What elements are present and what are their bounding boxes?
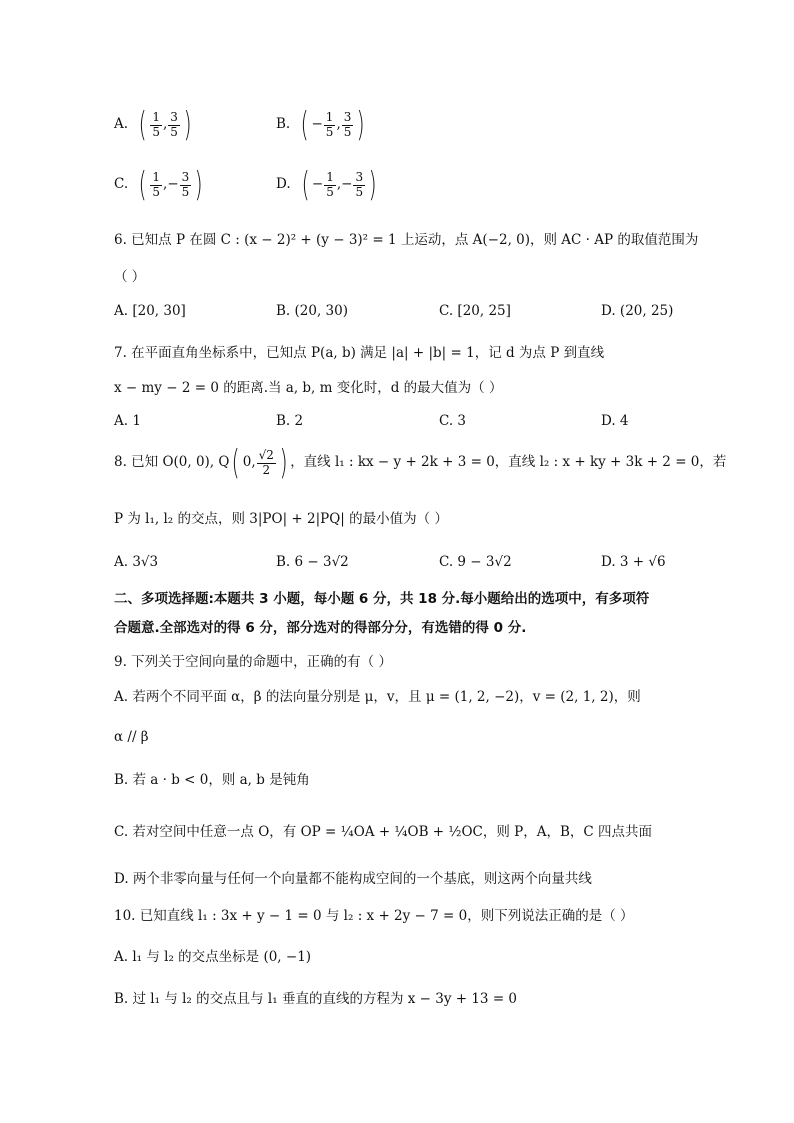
fraction [257, 449, 276, 476]
q9-stem: 9. 下列关于空间向量的命题中，正确的有（ ） [114, 654, 392, 670]
q5-d-sign1: − [311, 176, 324, 193]
q9-option-c: C. 若对空间中任意一点 O，有 OP = ¼OA + ¼OB + ½OC，则 P，A，B，C 四点共面 [114, 824, 653, 840]
q8-option-c: C. 9 − 3√2 [439, 554, 512, 570]
q8-option-b: B. 6 − 3√2 [276, 554, 349, 570]
q6-option-c: C. [20, 25] [439, 303, 511, 319]
left-paren: ( [301, 165, 310, 205]
q5-option-b [276, 105, 368, 145]
frac-den: 5 [355, 184, 364, 199]
frac-den: 5 [152, 124, 160, 139]
q7-option-b: B. 2 [276, 413, 304, 429]
frac-den: 5 [326, 184, 334, 199]
left-paren: ( [232, 443, 241, 483]
q5-option-b-label: B. [276, 116, 291, 133]
right-paren: ) [357, 105, 365, 145]
q9-option-a-line2: α // β [114, 729, 149, 745]
q8-stem-line1 [114, 443, 727, 483]
frac-num: 3 [343, 110, 352, 125]
section2-header-line2: 合题意.全部选对的得 6 分，部分选对的得部分分，有选错的得 0 分. [114, 620, 527, 636]
frac-num: 1 [152, 170, 161, 185]
q5-c-sign2: − [167, 176, 179, 193]
q5-option-a-label: A. [114, 116, 129, 133]
right-paren: ) [183, 105, 192, 145]
frac-den: 5 [170, 124, 178, 139]
q7-stem-line1: 7. 在平面直角坐标系中，已知点 P(a, b) 满足 |a| + |b| = 1，记 d 为点 P 到直线 [114, 345, 605, 361]
comma: , [163, 176, 168, 193]
q7-option-d: D. 4 [601, 413, 629, 429]
frac-num: 1 [326, 170, 334, 185]
q5-d-sign2: − [341, 176, 353, 193]
comma: , [162, 116, 168, 133]
fraction [168, 111, 180, 138]
fraction [150, 111, 162, 138]
fraction [324, 171, 336, 198]
q5-option-a [114, 105, 194, 145]
comma: , [336, 176, 342, 193]
frac-num: √2 [258, 448, 274, 463]
q10-option-a: A. l₁ 与 l₂ 的交点坐标是 (0, −1) [114, 949, 312, 965]
q8-q-x: 0, [242, 454, 256, 471]
q8-stem-line2: P 为 l₁, l₂ 的交点，则 3|PO| + 2|PQ| 的最小值为（ ） [114, 511, 448, 527]
q8-stem-post: ，直线 l₁ : kx − y + 2k + 3 = 0，直线 l₂ : x + ky + 3k + 2 = 0，若 [290, 454, 727, 471]
fraction [342, 111, 354, 138]
q5-option-c [114, 165, 206, 205]
left-paren: ( [300, 105, 309, 145]
frac-den: 5 [181, 184, 190, 199]
left-paren: ( [138, 165, 147, 205]
frac-den: 5 [343, 124, 352, 139]
q9-option-a-line1: A. 若两个不同平面 α，β 的法向量分别是 μ，v，且 μ = (1, 2, −2)，v = (2, 1, 2)，则 [114, 689, 641, 705]
frac-den: 5 [152, 184, 161, 199]
frac-num: 3 [181, 170, 190, 185]
frac-num: 3 [355, 170, 364, 185]
frac-num: 3 [170, 110, 178, 125]
fraction [324, 111, 336, 138]
q6-option-b: B. (20, 30) [276, 303, 348, 319]
fraction [353, 171, 365, 198]
q6-option-a: A. [20, 30] [114, 303, 186, 319]
q5-option-d-label: D. [276, 176, 291, 193]
q7-option-a: A. 1 [114, 413, 141, 429]
frac-den: 2 [262, 462, 271, 477]
q9-option-b: B. 若 a · b < 0，则 a, b 是钝角 [114, 772, 310, 788]
q8-option-a: A. 3√3 [114, 554, 159, 570]
q5-b-sign1: − [311, 116, 323, 133]
q7-option-c: C. 3 [439, 413, 467, 429]
q8-option-d: D. 3 + √6 [601, 554, 666, 570]
frac-num: 1 [152, 110, 160, 125]
frac-num: 1 [325, 110, 334, 125]
q9-option-d: D. 两个非零向量与任何一个向量都不能构成空间的一个基底，则这两个向量共线 [114, 871, 592, 887]
q10-stem: 10. 已知直线 l₁ : 3x + y − 1 = 0 与 l₂ : x + 2y − 7 = 0，则下列说法正确的是（ ） [114, 908, 634, 924]
q7-stem-line2: x − my − 2 = 0 的距离.当 a, b, m 变化时，d 的最大值为（ ） [114, 380, 503, 396]
q8-stem-pre: 8. 已知 O(0, 0), Q [114, 454, 230, 471]
fraction [180, 171, 192, 198]
frac-den: 5 [325, 124, 334, 139]
fraction [150, 171, 162, 198]
right-paren: ) [368, 165, 377, 205]
q5-option-d [276, 165, 379, 205]
right-paren: ) [194, 165, 203, 205]
right-paren: ) [279, 443, 288, 483]
comma: , [336, 116, 341, 133]
q10-option-b: B. 过 l₁ 与 l₂ 的交点且与 l₁ 垂直的直线的方程为 x − 3y + 13 = 0 [114, 991, 518, 1007]
q6-stem-line1: 6. 已知点 P 在圆 C : (x − 2)² + (y − 3)² = 1 上运动，点 A(−2, 0)，则 AC · AP 的取值范围为 [114, 232, 699, 248]
section2-header-line1: 二、多项选择题:本题共 3 小题，每小题 6 分，共 18 分.每小题给出的选项中，有多项符 [114, 591, 650, 607]
q6-option-d: D. (20, 25) [601, 303, 674, 319]
q5-option-c-label: C. [114, 176, 129, 193]
left-paren: ( [138, 105, 147, 145]
q6-stem-line2: （ ） [114, 269, 146, 285]
